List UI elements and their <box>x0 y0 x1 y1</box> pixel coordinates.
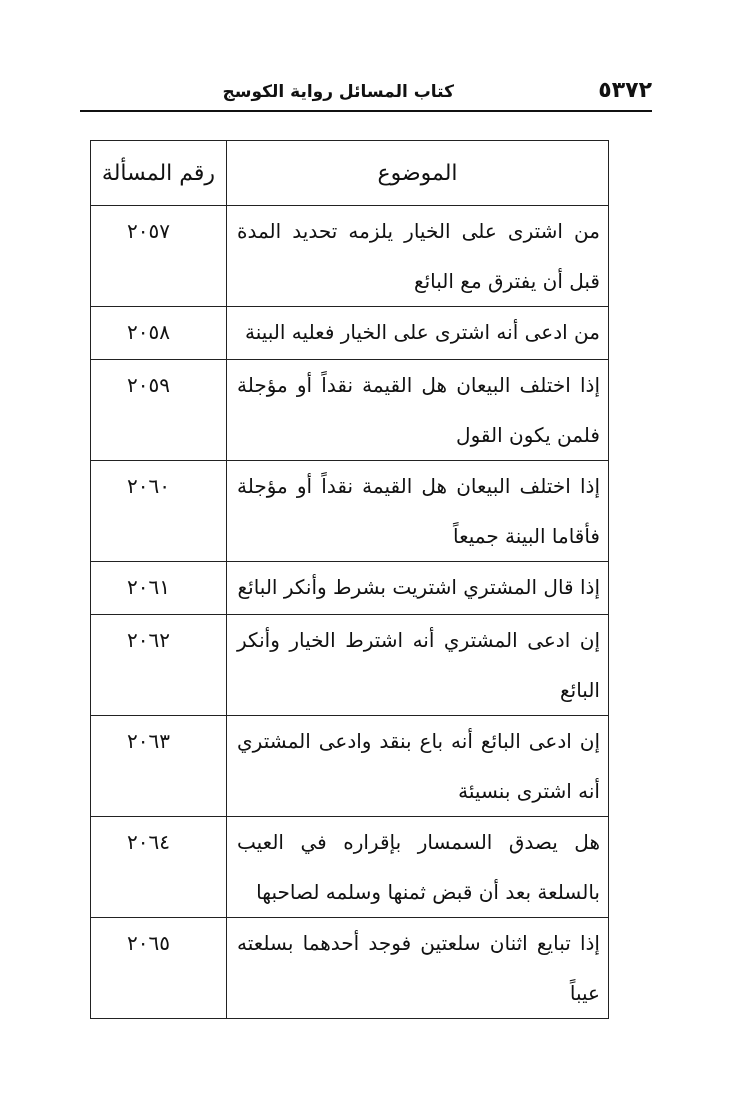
topic-cell: إذا اختلف البيعان هل القيمة نقداً أو مؤجلة فأقاما البينة جميعاً <box>227 461 609 562</box>
number-cell: ٢٠٦٠ <box>91 461 227 562</box>
page-header <box>80 74 652 110</box>
topic-cell: هل يصدق السمسار بإقراره في العيب بالسلعة بعد أن قبض ثمنها وسلمه لصاحبها <box>227 817 609 918</box>
number-cell: ٢٠٦٥ <box>91 918 227 1019</box>
table-row <box>91 817 609 918</box>
topic-cell: إذا قال المشتري اشتريت بشرط وأنكر البائع <box>227 562 609 615</box>
table-row <box>91 206 609 307</box>
header-rule <box>80 110 652 112</box>
topic-cell: إذا تبايع اثنان سلعتين فوجد أحدهما بسلعته عيباً <box>227 918 609 1019</box>
table-row <box>91 307 609 360</box>
topic-cell: إن ادعى البائع أنه باع بنقد وادعى المشتري أنه اشترى بنسيئة <box>227 716 609 817</box>
table-row <box>91 716 609 817</box>
column-header-number: رقم المسألة <box>91 141 227 206</box>
number-cell: ٢٠٥٧ <box>91 206 227 307</box>
number-cell: ٢٠٦٤ <box>91 817 227 918</box>
topic-cell: من اشترى على الخيار يلزمه تحديد المدة قبل أن يفترق مع البائع <box>227 206 609 307</box>
column-header-topic: الموضوع <box>227 141 609 206</box>
number-cell: ٢٠٦١ <box>91 562 227 615</box>
number-cell: ٢٠٥٩ <box>91 360 227 461</box>
table-row <box>91 360 609 461</box>
table-row <box>91 562 609 615</box>
number-cell: ٢٠٦٣ <box>91 716 227 817</box>
topic-cell: إذا اختلف البيعان هل القيمة نقداً أو مؤجلة فلمن يكون القول <box>227 360 609 461</box>
number-cell: ٢٠٥٨ <box>91 307 227 360</box>
topics-table <box>90 140 609 1019</box>
table-row <box>91 461 609 562</box>
topic-cell: من ادعى أنه اشترى على الخيار فعليه البينة <box>227 307 609 360</box>
number-cell: ٢٠٦٢ <box>91 615 227 716</box>
book-title: كتاب المسائل رواية الكوسج <box>222 82 454 102</box>
table-header-row <box>91 141 609 206</box>
table-row <box>91 918 609 1019</box>
topic-cell: إن ادعى المشتري أنه اشترط الخيار وأنكر البائع <box>227 615 609 716</box>
page-number: ٥٣٧٢ <box>598 78 652 103</box>
table-row <box>91 615 609 716</box>
